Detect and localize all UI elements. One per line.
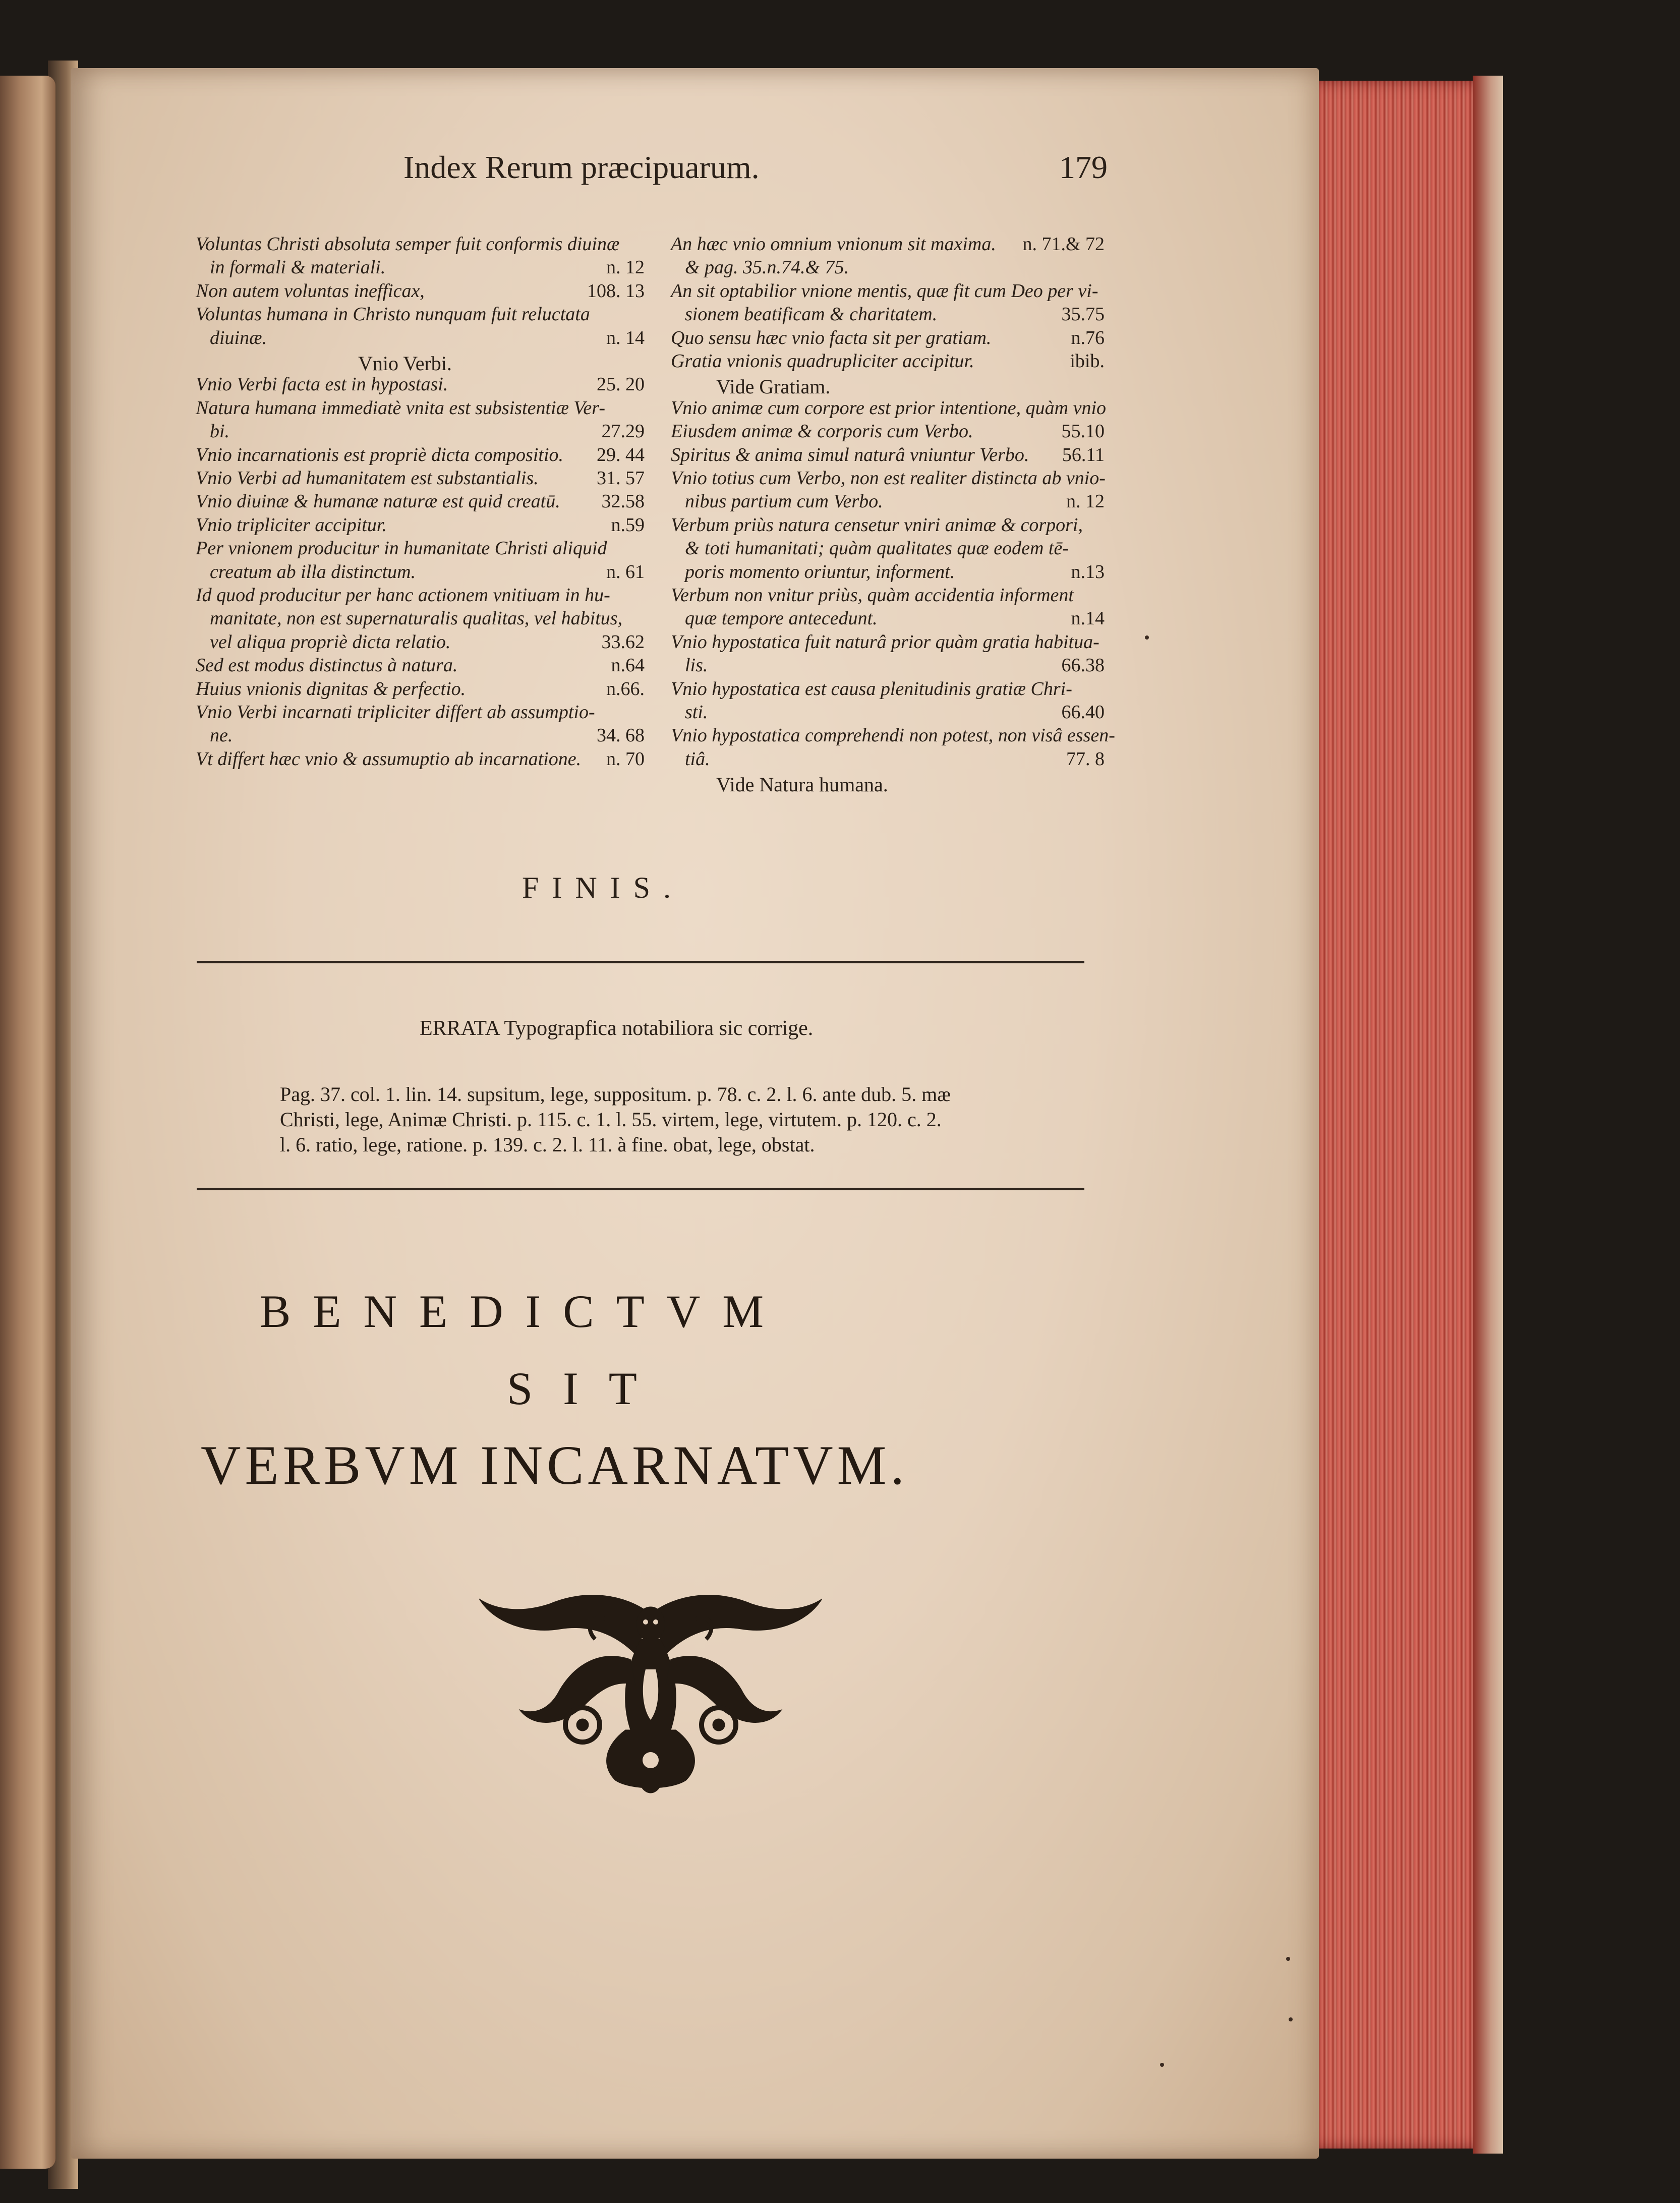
index-entry-text: nibus partium cum Verbo. <box>685 491 883 512</box>
index-entry <box>671 422 1105 441</box>
divider-rule-top <box>197 961 1084 963</box>
left-page-edge <box>0 76 55 2169</box>
index-entry <box>196 749 645 769</box>
closing-line-3: VERBVM INCARNATVM. <box>201 1434 908 1496</box>
index-entry-text: Vnio totius cum Verbo, non est realiter distincta ab vnio- <box>671 468 1106 489</box>
index-entry <box>671 725 1115 746</box>
index-entry <box>671 352 1105 371</box>
running-head-title: Index Rerum præcipuarum. <box>403 149 760 185</box>
index-entry-text: in formali & materiali. <box>210 257 386 278</box>
index-entry <box>196 492 645 511</box>
index-entry <box>196 679 645 699</box>
index-entry <box>671 492 1105 511</box>
index-entry-reference: n. 14 <box>606 327 645 349</box>
index-entry-text: Vnio hypostatica est causa plenitudinis gratiæ Chri- <box>671 678 1072 700</box>
index-entry <box>196 398 645 418</box>
index-entry <box>671 609 1105 628</box>
index-entry <box>671 328 1105 347</box>
index-entry-reference: n.76 <box>1071 327 1105 349</box>
index-entry-text: Spiritus & anima simul naturâ vniuntur Verbo. <box>671 444 1029 466</box>
index-entry-reference: n.59 <box>611 514 645 536</box>
errata-line: Christi, lege, Animæ Christi. p. 115. c. 1. l. 55. virtem, lege, virtutem. p. 120. c. 2. <box>280 1108 942 1131</box>
index-entry-text: quæ tempore antecedunt. <box>685 608 878 629</box>
index-entry <box>671 235 1105 254</box>
index-entry-reference: 33.62 <box>601 631 645 653</box>
index-entry <box>196 258 645 277</box>
index-entry-text: Sed est modus distinctus à natura. <box>196 655 458 676</box>
paper-hole <box>1289 2017 1293 2021</box>
index-entry-text: An hæc vnio omnium vnionum sit maxima. <box>671 234 996 255</box>
index-subheading: Vide Gratiam. <box>716 375 831 398</box>
index-entry <box>196 562 645 582</box>
index-entry-text: Vnio animæ cum corpore est prior intentione, quàm vnio <box>671 397 1106 419</box>
index-entry <box>196 235 645 254</box>
index-entry <box>671 749 1105 769</box>
page-number: 179 <box>1059 149 1108 185</box>
index-entry-reference: 25. 20 <box>597 374 645 395</box>
index-entry <box>671 656 1105 675</box>
index-entry-reference: 55.10 <box>1061 421 1105 442</box>
index-entry-reference: 29. 44 <box>597 444 645 466</box>
index-entry-reference: ibib. <box>1070 351 1105 372</box>
floral-tailpiece-ornament-icon <box>474 1584 827 1795</box>
closing-line-2: SIT <box>507 1363 667 1414</box>
index-entry-reference: 34. 68 <box>597 725 645 746</box>
index-entry-text: diuinæ. <box>210 327 267 349</box>
index-entry-reference: n. 61 <box>606 561 645 583</box>
index-entry-text: Vnio Verbi ad humanitatem est substantialis. <box>196 468 539 489</box>
closing-line-1: BENEDICTVM <box>260 1286 786 1337</box>
index-entry <box>196 375 645 394</box>
index-entry-reference: n.66. <box>606 678 645 700</box>
index-entry-text: vel aliqua propriè dicta relatio. <box>210 631 451 653</box>
index-entry <box>196 281 645 301</box>
index-entry <box>671 539 1105 558</box>
index-entry <box>196 609 645 628</box>
errata-line: Pag. 37. col. 1. lin. 14. supsitum, lege, suppositum. p. 78. c. 2. l. 6. ante dub. 5. mæ <box>280 1083 951 1106</box>
index-entry-text: Voluntas humana in Christo nunquam fuit reluctata <box>196 304 590 325</box>
index-subheading: Vnio Verbi. <box>358 352 452 375</box>
index-entry-reference: n. 12 <box>1066 491 1105 512</box>
paper-hole <box>1160 2063 1164 2067</box>
index-entry-text: Huius vnionis dignitas & perfectio. <box>196 678 466 700</box>
index-entry <box>671 632 1105 652</box>
index-entry-text: Voluntas Christi absoluta semper fuit conformis diuinæ <box>196 234 620 255</box>
index-entry-reference: 32.58 <box>601 491 645 512</box>
index-entry-text: Eiusdem animæ & corporis cum Verbo. <box>671 421 973 442</box>
index-entry-text: Vnio tripliciter accipitur. <box>196 514 387 536</box>
paper-hole <box>1286 1957 1290 1961</box>
index-entry-text: Vnio incarnationis est propriè dicta compositio. <box>196 444 563 466</box>
paper-hole <box>1145 635 1149 640</box>
index-entry-text: sti. <box>685 702 708 723</box>
index-entry-text: Vnio hypostatica comprehendi non potest, non visâ essen- <box>671 725 1115 746</box>
index-entry <box>671 469 1105 488</box>
index-entry <box>196 328 645 347</box>
index-entry-reference: n. 71.& 72 <box>1022 234 1105 255</box>
index-entry-text: Vnio diuinæ & humanæ naturæ est quid creatū. <box>196 491 560 512</box>
index-entry-reference: n.14 <box>1071 608 1105 629</box>
index-entry-reference: n. 12 <box>606 257 645 278</box>
index-entry-text: Gratia vnionis quadrupliciter accipitur. <box>671 351 974 372</box>
index-entry <box>196 586 645 605</box>
index-entry <box>671 562 1105 582</box>
index-entry <box>196 469 645 488</box>
index-entry <box>671 305 1105 324</box>
finis-heading: FINIS. <box>522 871 684 904</box>
index-entry <box>196 422 645 441</box>
index-entry-text: Quo sensu hæc vnio facta sit per gratiam. <box>671 327 992 349</box>
index-entry-text: Verbum non vnitur priùs, quàm accidentia informent <box>671 585 1074 606</box>
index-entry-reference: 108. 13 <box>587 280 645 302</box>
index-entry-text: poris momento oriuntur, informent. <box>685 561 955 583</box>
index-entry-reference: 31. 57 <box>597 468 645 489</box>
index-entry <box>196 632 645 652</box>
index-entry-text: sionem beatificam & charitatem. <box>685 304 938 325</box>
errata-line: l. 6. ratio, lege, ratione. p. 139. c. 2. l. 11. à fine. obat, lege, obstat. <box>280 1133 815 1156</box>
index-entry <box>671 703 1105 722</box>
index-entry-reference: 56.11 <box>1062 444 1105 466</box>
index-entry <box>196 656 645 675</box>
index-entry-text: Vnio Verbi incarnati tripliciter differt ab assumptio- <box>196 702 595 723</box>
index-entry <box>196 515 645 535</box>
index-entry-text: Vt differt hæc vnio & assumuptio ab incarnatione. <box>196 748 582 770</box>
book-fore-edge <box>1473 76 1503 2154</box>
index-entry <box>671 445 1105 465</box>
index-entry-text: creatum ab illa distinctum. <box>210 561 416 583</box>
index-entry <box>196 305 645 324</box>
index-entry <box>196 539 645 558</box>
index-entry-reference: n.64 <box>611 655 645 676</box>
index-entry-text: Verbum priùs natura censetur vniri animæ & corpori, <box>671 514 1083 536</box>
index-entry-reference: 66.40 <box>1061 702 1105 723</box>
index-entry-reference: 66.38 <box>1061 655 1105 676</box>
index-subheading: Vide Natura humana. <box>716 773 888 796</box>
index-entry-text: Per vnionem producitur in humanitate Christi aliquid <box>196 538 607 559</box>
index-entry-reference: n. 70 <box>606 748 645 770</box>
index-entry-text: & toti humanitati; quàm qualitates quæ eodem tē- <box>685 538 1069 559</box>
index-entry <box>671 515 1105 535</box>
index-entry-reference: 35.75 <box>1061 304 1105 325</box>
index-entry <box>671 679 1105 699</box>
index-entry-reference: 27.29 <box>601 421 645 442</box>
index-entry-text: tiâ. <box>685 748 710 770</box>
index-entry-text: manitate, non est supernaturalis qualitas, vel habitus, <box>210 608 623 629</box>
index-entry-text: ne. <box>210 725 233 746</box>
index-entry-reference: 77. 8 <box>1066 748 1105 770</box>
index-entry <box>196 703 645 722</box>
index-entry-text: Id quod producitur per hanc actionem vnitiuam in hu- <box>196 585 610 606</box>
index-entry-text: Vnio hypostatica fuit naturâ prior quàm gratia habitua- <box>671 631 1099 653</box>
index-entry-text: bi. <box>210 421 230 442</box>
red-page-edges <box>1311 81 1483 2149</box>
errata-heading: ERRATA Typograpfica notabiliora sic corrige. <box>420 1017 814 1040</box>
divider-rule-bottom <box>197 1188 1084 1190</box>
index-entry <box>671 586 1105 605</box>
index-entry-text: lis. <box>685 655 708 676</box>
index-entry <box>196 726 645 745</box>
index-entry-text: & pag. 35.n.74.& 75. <box>685 257 849 278</box>
index-entry-text: Vnio Verbi facta est in hypostasi. <box>196 374 448 395</box>
index-entry <box>671 258 1105 277</box>
index-entry <box>196 445 645 465</box>
index-entry <box>671 281 1105 301</box>
index-entry-text: An sit optabilior vnione mentis, quæ fit cum Deo per vi- <box>671 280 1098 302</box>
index-entry-text: Non autem voluntas inefficax, <box>196 280 425 302</box>
index-entry-text: Natura humana immediatè vnita est subsistentiæ Ver- <box>196 397 605 419</box>
index-entry-reference: n.13 <box>1071 561 1105 583</box>
index-entry <box>671 398 1105 418</box>
